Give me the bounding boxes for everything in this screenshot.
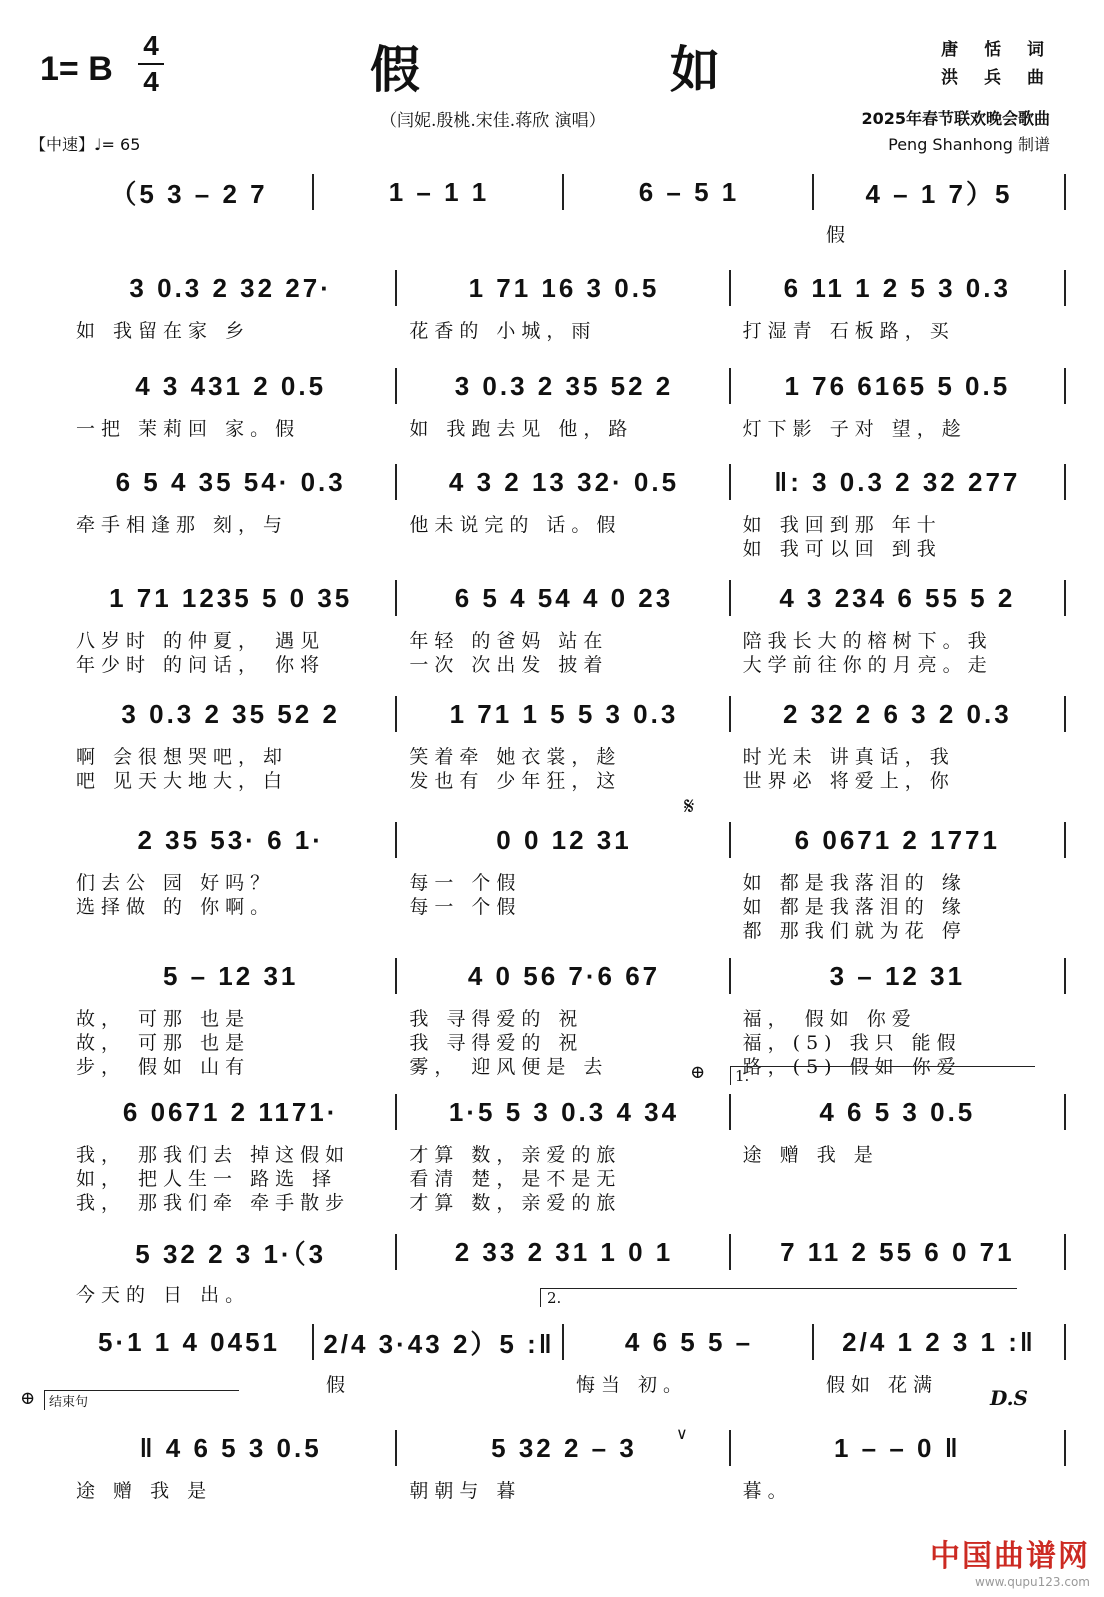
measure: 1 – 1 1 <box>388 176 490 207</box>
measure: 4 6 5 5 – <box>624 1326 754 1357</box>
barline <box>729 1430 731 1466</box>
barline <box>1064 1094 1066 1130</box>
lyric-segment: 灯下影 子对 望，趁 <box>742 418 967 440</box>
measure: 3 – 12 31 <box>829 960 966 991</box>
ds-marking: D.S <box>989 1386 1028 1410</box>
lyric-segment: 福， 假如 你爱 <box>742 1008 917 1030</box>
lyric-segment: 如， 把人生一 路选 择 <box>76 1168 338 1190</box>
barline <box>729 580 731 616</box>
lyric-segment: 步， 假如 山有 <box>76 1056 251 1078</box>
lyric-segment: 发也有 少年狂，这 <box>409 770 622 792</box>
measure: （5 3 – 2 7 <box>110 178 268 209</box>
barline <box>395 1094 397 1130</box>
lyric-segment: 才算 数，亲爱的旅 <box>409 1192 622 1214</box>
lyric-segment: 路，(5) 假如 你爱 <box>742 1056 962 1078</box>
lyric-segment: 他未说完的 话。假 <box>409 514 622 536</box>
barline <box>812 174 814 210</box>
title-char-1: 假 <box>370 40 420 99</box>
measure: 6 5 4 35 54· 0.3 <box>115 466 346 497</box>
lyric-segment: 都 那我们就为花 停 <box>742 920 967 942</box>
lyric-segment: 吧 见天大地大，白 <box>76 770 289 792</box>
barline <box>395 958 397 994</box>
lyric-segment: 我， 那我们去 掉这假如 <box>76 1144 351 1166</box>
lyric-segment: 如 我回到那 年十 <box>742 514 942 536</box>
lyric-segment: 八岁时 的仲夏， 遇见 <box>76 630 326 652</box>
barline <box>395 696 397 732</box>
measure: 4 0 56 7·6 67 <box>467 960 661 991</box>
barline <box>1064 580 1066 616</box>
measure: 1 – – 0 ‖ <box>833 1432 961 1463</box>
lyric-segment: 我 寻得爱的 祝 <box>409 1032 584 1054</box>
lyric-segment: 一把 茉莉回 家。假 <box>76 418 301 440</box>
lyric-segment: 一次 次出发 披着 <box>409 654 609 676</box>
barline <box>1064 696 1066 732</box>
barline <box>729 464 731 500</box>
measure: 1 71 1 5 5 3 0.3 <box>449 698 679 729</box>
lyric-segment: 假 <box>326 1374 352 1396</box>
measure: 1 71 16 3 0.5 <box>468 272 660 303</box>
lyric-segment: 故， 可那 也是 <box>76 1008 251 1030</box>
barline <box>1064 822 1066 858</box>
lyric-segment: 们去公 园 好吗？ <box>76 872 276 894</box>
barline <box>1064 270 1066 306</box>
volta-2: 2. <box>540 1288 1017 1307</box>
barline <box>1064 1234 1066 1270</box>
barline <box>562 1324 564 1360</box>
measure: 5 32 2 – 3 <box>491 1432 637 1463</box>
lyric-segment: 牵手相逢那 刻，与 <box>76 514 289 536</box>
lyric-segment: 笑着牵 她衣裳，趁 <box>409 746 622 768</box>
lyric-segment: 今天的 日 出。 <box>76 1284 251 1306</box>
lyric-segment: 年少时 的问话， 你将 <box>76 654 326 676</box>
lyric-segment: 福，(5) 我只 能假 <box>742 1032 962 1054</box>
measure: 1·5 5 3 0.3 4 34 <box>448 1096 680 1127</box>
barline <box>812 1324 814 1360</box>
measure: 4 3 431 2 0.5 <box>135 370 327 401</box>
notation-line <box>30 268 1074 308</box>
song-title <box>370 30 720 102</box>
lyric-segment: 如 都是我落泪的 缘 <box>742 872 967 894</box>
barline <box>729 696 731 732</box>
barline <box>395 822 397 858</box>
notation-line <box>30 694 1074 734</box>
measure: 1 76 6165 5 0.5 <box>784 370 1011 401</box>
measure: 2 35 53· 6 1· <box>137 824 324 855</box>
measure: 6 11 1 2 5 3 0.3 <box>783 272 1011 303</box>
measure: 4 3 234 6 55 5 2 <box>779 582 1016 613</box>
measure: 6 0671 2 1171· <box>122 1096 339 1127</box>
ending-label: 结束句 <box>44 1390 239 1410</box>
barline <box>312 1324 314 1360</box>
measure: 3 0.3 2 32 27· <box>129 272 332 303</box>
watermark-url: www.qupu123.com <box>975 1575 1090 1589</box>
lyric-segment: 雾， 迎风便是 去 <box>409 1056 609 1078</box>
lyric-segment: 时光未 讲真话，我 <box>742 746 955 768</box>
lyric-segment: 大学前往你的月亮。走 <box>742 654 993 676</box>
composer: 洪 兵 曲 <box>941 68 1054 88</box>
lyric-segment: 看清 楚，是不是无 <box>409 1168 622 1190</box>
lyric-segment: 假如 花满 <box>826 1374 939 1396</box>
coda-icon: ⊕ <box>690 1062 706 1083</box>
measure: 5 – 12 31 <box>162 960 299 991</box>
barline <box>395 368 397 404</box>
breath-mark: ∨ <box>676 1424 688 1443</box>
measure: ‖: 3 0.3 2 32 277 <box>774 466 1021 497</box>
credits <box>941 36 1054 92</box>
lyric-segment: 啊 会很想哭吧，却 <box>76 746 289 768</box>
lyric-segment: 每一 个假 <box>409 896 522 918</box>
measure: 6 – 5 1 <box>638 176 740 207</box>
notation-line <box>30 578 1074 618</box>
time-signature-top: 4 <box>143 30 159 61</box>
measure: 4 6 5 3 0.5 <box>819 1096 976 1127</box>
notation-line <box>30 366 1074 406</box>
lyric-segment: 年轻 的爸妈 站在 <box>409 630 609 652</box>
segno-icon: 𝄋 <box>684 792 695 820</box>
measure: 2/4 1 2 3 1 :‖ <box>842 1326 1036 1357</box>
notation-line <box>30 1428 1074 1468</box>
measure: 1 71 1235 5 0 35 <box>109 582 353 613</box>
measure: 5 32 2 3 1·（3 <box>135 1238 327 1269</box>
lyric-segment: 如 都是我落泪的 缘 <box>742 896 967 918</box>
barline <box>1064 958 1066 994</box>
transcriber: Peng Shanhong 制谱 <box>888 135 1050 154</box>
measure: 2 32 2 6 3 2 0.3 <box>782 698 1012 729</box>
lyric-segment: 朝朝与 暮 <box>409 1480 522 1502</box>
notation-line <box>30 1322 1074 1362</box>
lyric-segment: 如 我跑去见 他，路 <box>409 418 634 440</box>
notation-line <box>30 1092 1074 1132</box>
barline <box>1064 1430 1066 1466</box>
time-signature <box>138 30 164 98</box>
performers: （闫妮.殷桃.宋佳.蒋欣 演唱） <box>380 111 606 131</box>
barline <box>312 174 314 210</box>
lyric-segment: 暮。 <box>742 1480 793 1502</box>
barline <box>395 580 397 616</box>
notation-line <box>30 956 1074 996</box>
barline <box>729 1234 731 1270</box>
watermark-logo-text: 中国曲谱网 <box>930 1539 1090 1574</box>
barline <box>395 1430 397 1466</box>
measure: 3 0.3 2 35 52 2 <box>454 370 674 401</box>
lyric-segment: 如 我留在家 乡 <box>76 320 251 342</box>
barline <box>1064 174 1066 210</box>
barline <box>729 1094 731 1130</box>
measure: 0 0 12 31 <box>496 824 632 855</box>
coda-icon-ending: ⊕ <box>20 1388 36 1409</box>
notation-line <box>30 1232 1074 1272</box>
notation-line <box>30 462 1074 502</box>
lyric-segment: 我 寻得爱的 祝 <box>409 1008 584 1030</box>
lyric-segment: 陪我长大的榕树下。我 <box>742 630 993 652</box>
title-char-2: 如 <box>670 40 720 99</box>
measure: ‖ 4 6 5 3 0.5 <box>139 1432 322 1463</box>
barline <box>395 1234 397 1270</box>
lyricist: 唐 恬 词 <box>941 40 1054 60</box>
lyric-segment: 花香的 小城，雨 <box>409 320 597 342</box>
measure: 6 5 4 54 4 0 23 <box>454 582 674 613</box>
barline <box>729 958 731 994</box>
lyric-segment: 我， 那我们牵 牵手散步 <box>76 1192 351 1214</box>
lyric-segment: 才算 数，亲爱的旅 <box>409 1144 622 1166</box>
lyric-segment: 途 赠 我 是 <box>76 1480 213 1502</box>
lyric-segment: 悔当 初。 <box>576 1374 689 1396</box>
barline <box>729 270 731 306</box>
lyric-segment: 途 赠 我 是 <box>742 1144 879 1166</box>
lyric-segment: 每一 个假 <box>409 872 522 894</box>
measure: 4 – 1 7）5 <box>865 178 1013 209</box>
key-signature: 1= B <box>40 50 113 88</box>
barline <box>729 368 731 404</box>
barline <box>1064 368 1066 404</box>
lyric-segment: 假 <box>826 224 852 246</box>
lyric-segment: 故， 可那 也是 <box>76 1032 251 1054</box>
barline <box>1064 464 1066 500</box>
barline <box>729 822 731 858</box>
barline <box>1064 1324 1066 1360</box>
measure: 6 0671 2 1771 <box>794 824 1000 855</box>
measure: 3 0.3 2 35 52 2 <box>121 698 340 729</box>
volta-1: 1. <box>730 1066 1035 1085</box>
tempo-marking: 【中速】♩= 65 <box>30 135 141 154</box>
measure: 2 33 2 31 1 0 1 <box>454 1236 674 1267</box>
barline <box>562 174 564 210</box>
lyric-segment: 世界必 将爱上，你 <box>742 770 955 792</box>
lyric-segment: 选择做 的 你啊。 <box>76 896 276 918</box>
barline <box>395 270 397 306</box>
measure: 5·1 1 4 0451 <box>97 1326 280 1357</box>
lyric-segment: 如 我可以回 到我 <box>742 538 942 560</box>
measure: 4 3 2 13 32· 0.5 <box>448 466 680 497</box>
time-signature-bottom: 4 <box>143 66 159 97</box>
lyric-segment: 打湿青 石板路，买 <box>742 320 955 342</box>
notation-line <box>30 172 1074 212</box>
event-info: 2025年春节联欢晚会歌曲 <box>861 109 1050 128</box>
measure: 2/4 3·43 2）5 :‖ <box>323 1328 555 1359</box>
barline <box>395 464 397 500</box>
measure: 7 11 2 55 6 0 71 <box>780 1236 1015 1267</box>
notation-line <box>30 820 1074 860</box>
watermark <box>930 1531 1090 1589</box>
